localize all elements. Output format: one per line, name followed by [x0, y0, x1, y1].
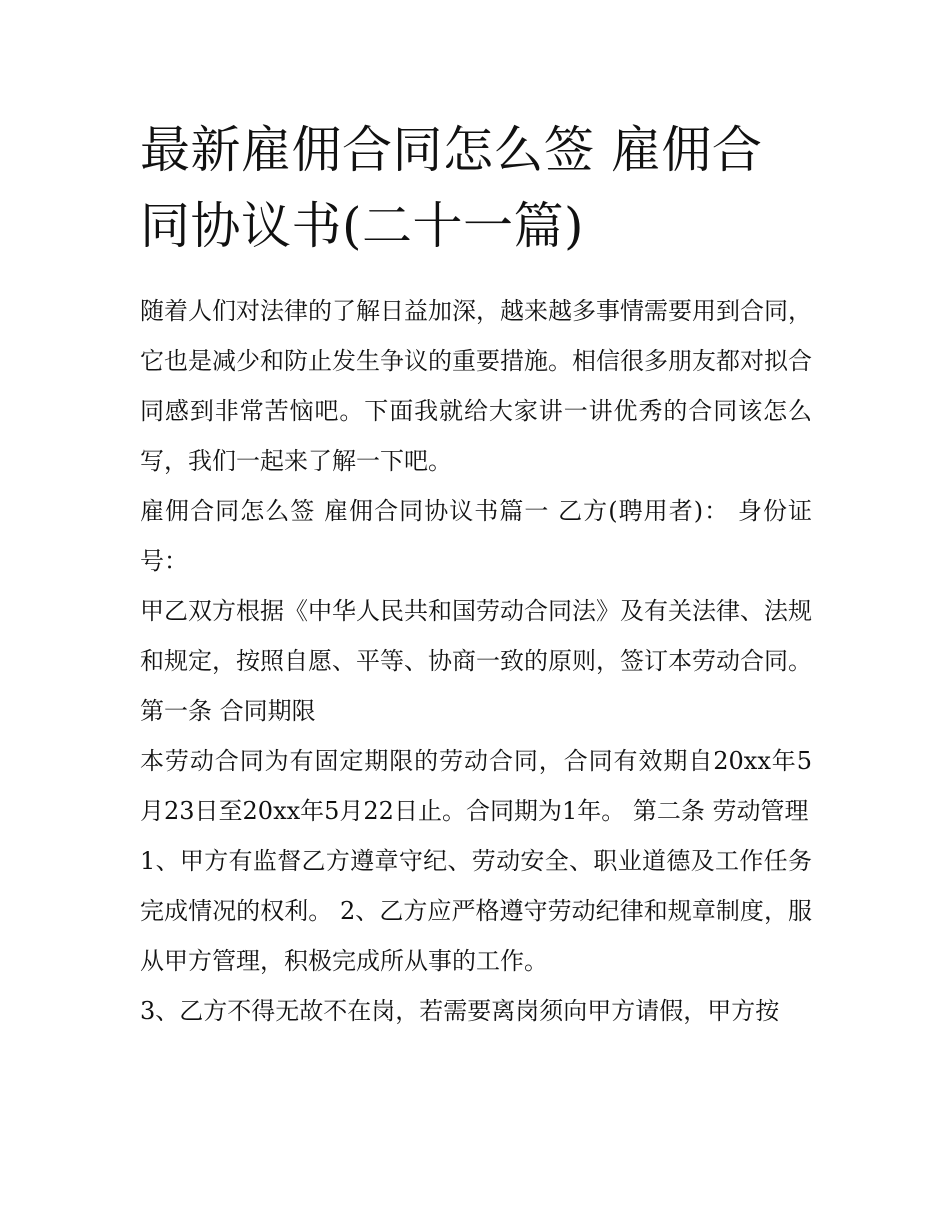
document-title: 最新雇佣合同怎么签 雇佣合同协议书(二十一篇) — [140, 121, 763, 255]
leave-rule-paragraph: 3、乙方不得无故不在岗，若需要离岗须向甲方请假，甲方按 — [140, 997, 780, 1025]
contract-basis-paragraph: 甲乙双方根据《中华人民共和国劳动合同法》及有关法律、法规和规定，按照自愿、平等、协商一致的原则，签订本劳动合同。 第一条 合同期限 — [140, 597, 812, 725]
labor-management-paragraph: 1、甲方有监督乙方遵章守纪、劳动安全、职业道德及工作任务完成情况的权利。 2、乙方应严格遵守劳动纪律和规章制度，服从甲方管理，积极完成所从事的工作。 — [140, 847, 812, 975]
contract-term-paragraph: 本劳动合同为有固定期限的劳动合同，合同有效期自20xx年5月23日至20xx年5月22日止。合同期为1年。 第二条 劳动管理 — [140, 747, 812, 825]
contract-heading-paragraph: 雇佣合同怎么签 雇佣合同协议书篇一 乙方(聘用者)： 身份证号： — [140, 497, 812, 575]
document-body — [140, 112, 812, 1036]
intro-paragraph: 随着人们对法律的了解日益加深，越来越多事情需要用到合同，它也是减少和防止发生争议的重要措施。相信很多朋友都对拟合同感到非常苦恼吧。下面我就给大家讲一讲优秀的合同该怎么写，我们一起来了解一下吧。 — [140, 297, 812, 475]
